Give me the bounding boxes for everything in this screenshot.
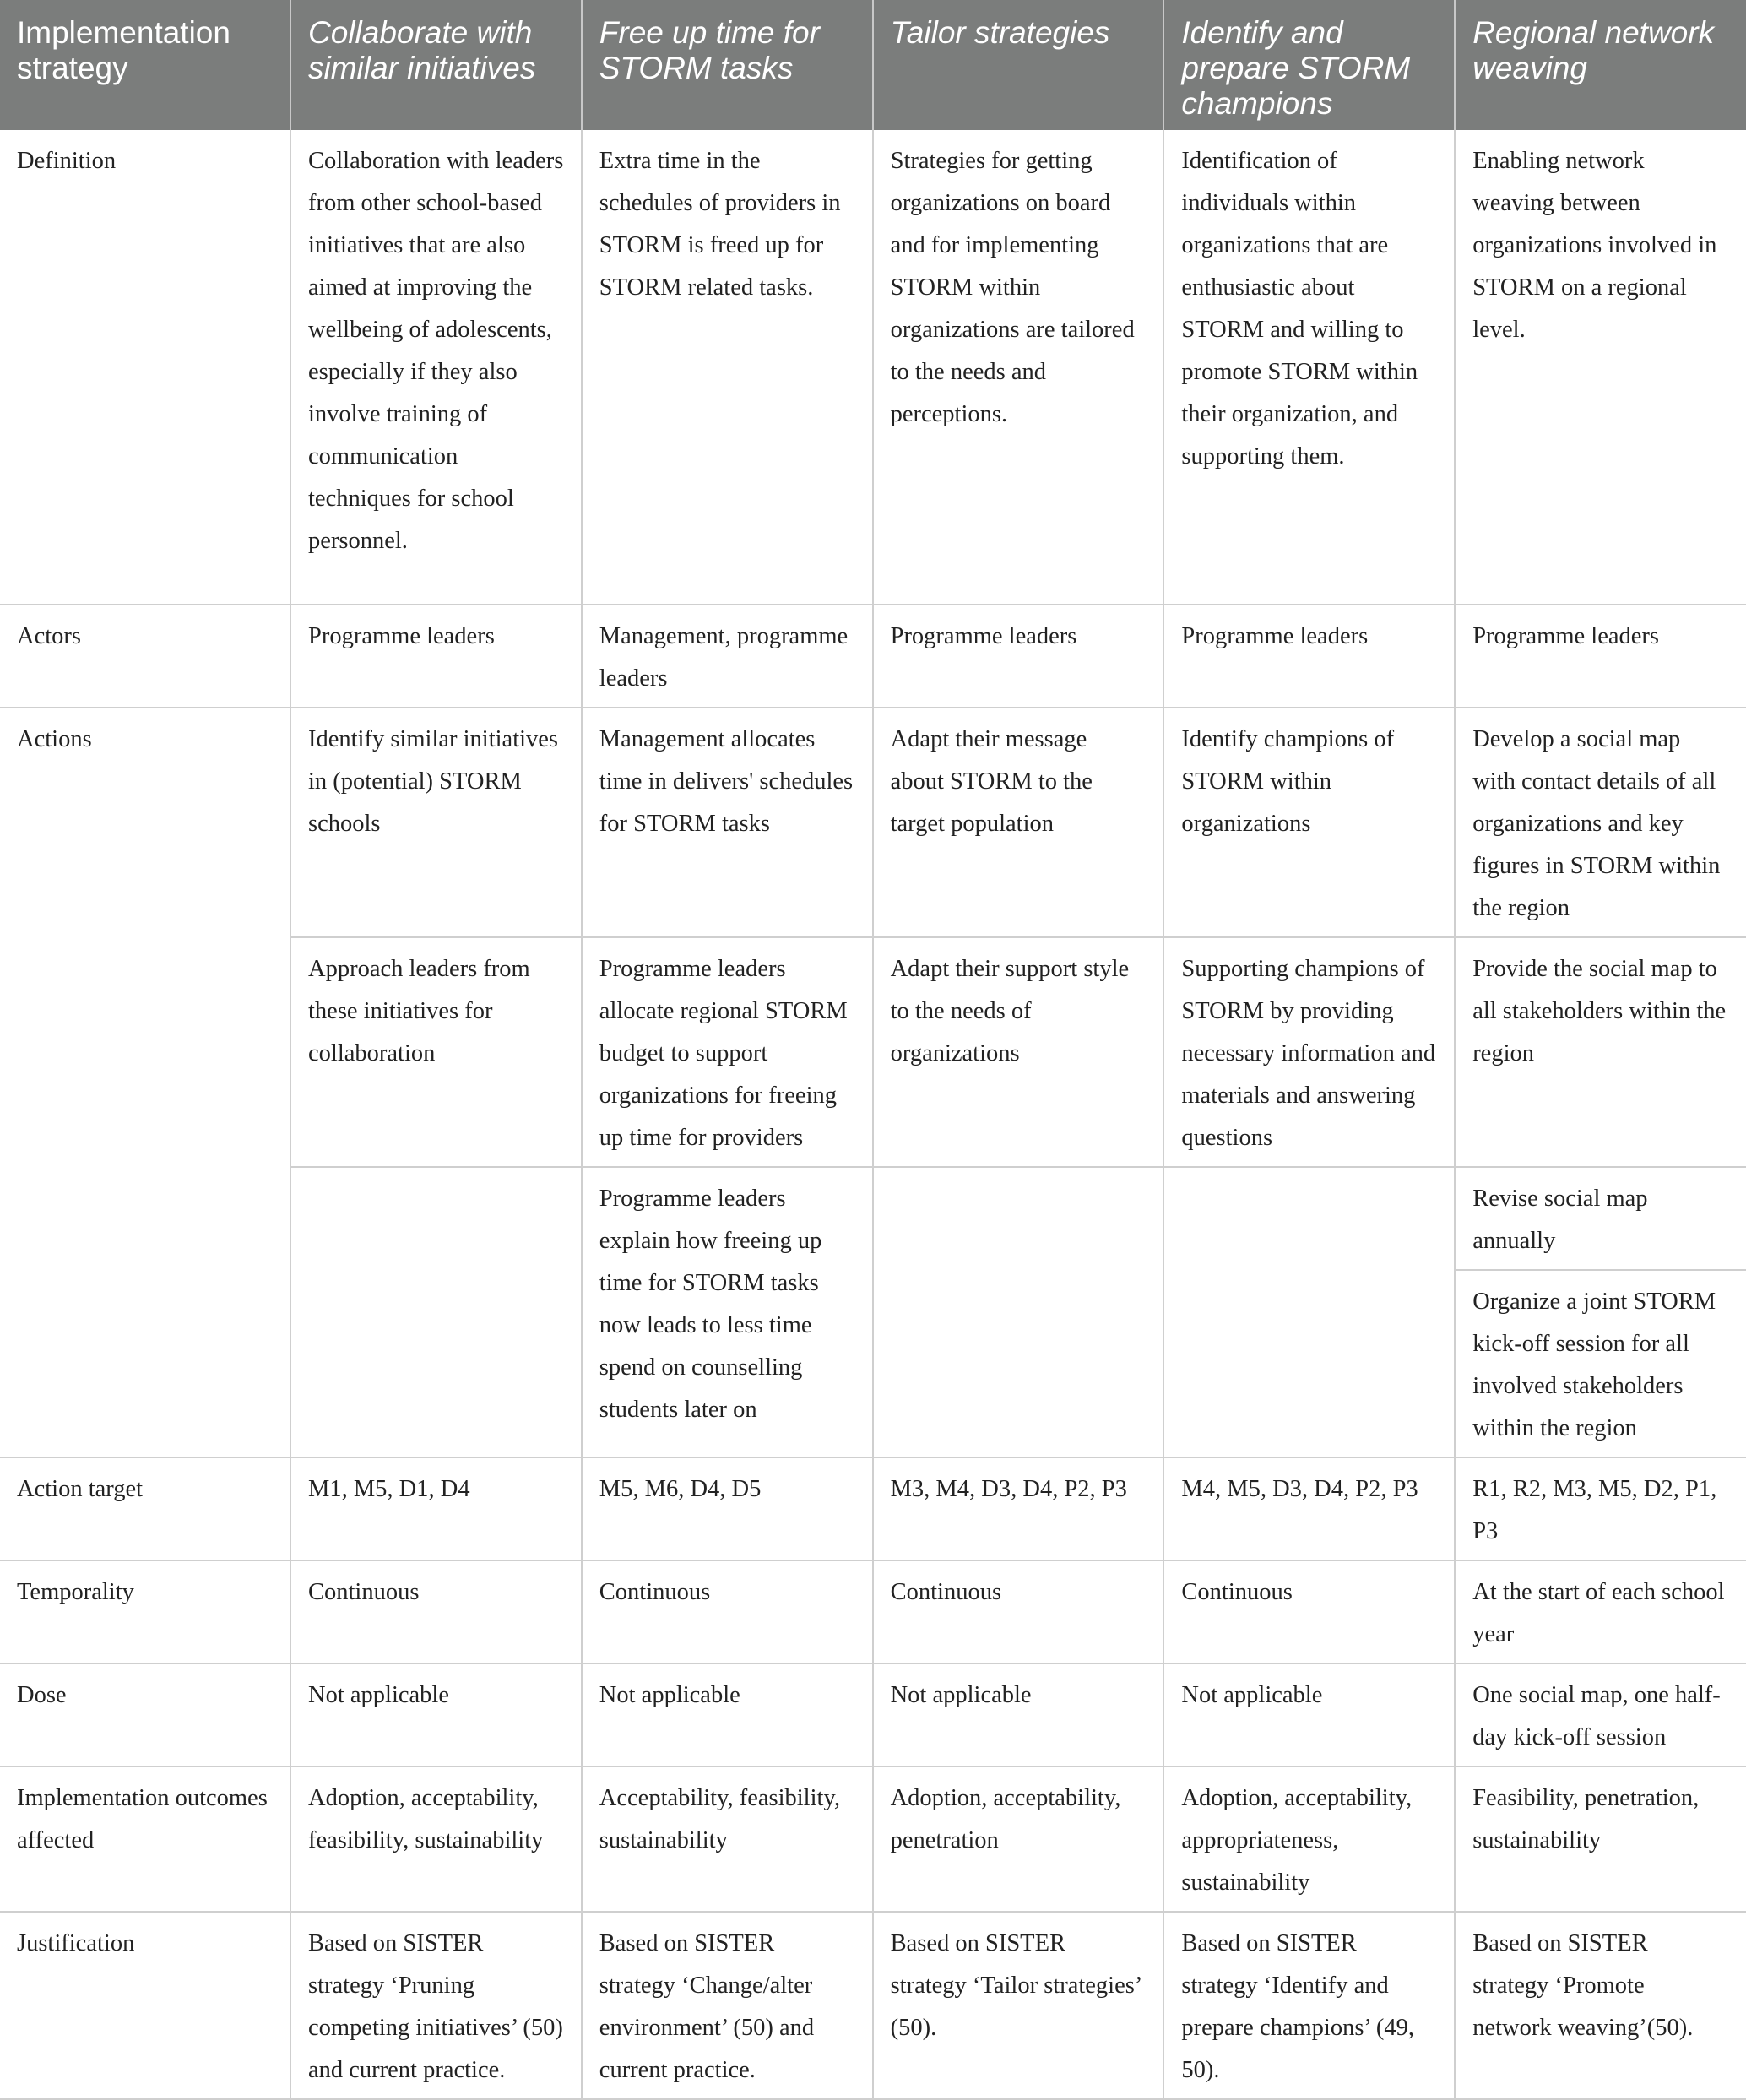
actors-cell: Programme leaders xyxy=(873,605,1164,708)
table-row-definition xyxy=(0,130,1746,605)
row-label-action-target: Action target xyxy=(0,1457,290,1560)
justification-cell: Based on SISTER strategy ‘Tailor strategies’ (50). xyxy=(873,1912,1164,2099)
table-body xyxy=(0,130,1746,2099)
outcomes-cell: Acceptability, feasibility, sustainability xyxy=(582,1766,873,1912)
row-label-actors: Actors xyxy=(0,605,290,708)
dose-cell: Not applicable xyxy=(873,1663,1164,1766)
action-cell: Revise social map annually xyxy=(1455,1167,1746,1270)
header-implementation-strategy: Implementation strategy xyxy=(0,0,290,130)
row-label-actions: Actions xyxy=(0,708,290,1457)
actors-cell: Programme leaders xyxy=(290,605,582,708)
action-cell: Supporting champions of STORM by providing necessary information and materials and answering questions xyxy=(1163,937,1455,1167)
action-cell-empty xyxy=(290,1167,582,1457)
action-target-cell: M4, M5, D3, D4, P2, P3 xyxy=(1163,1457,1455,1560)
justification-cell: Based on SISTER strategy ‘Change/alter environment’ (50) and current practice. xyxy=(582,1912,873,2099)
table-row-actions-1 xyxy=(0,708,1746,937)
justification-cell: Based on SISTER strategy ‘Pruning competing initiatives’ (50) and current practice. xyxy=(290,1912,582,2099)
outcomes-cell: Adoption, acceptability, penetration xyxy=(873,1766,1164,1912)
actors-cell: Programme leaders xyxy=(1163,605,1455,708)
table-row-justification xyxy=(0,1912,1746,2099)
actors-cell: Management, programme leaders xyxy=(582,605,873,708)
row-label-outcomes: Implementation outcomes affected xyxy=(0,1766,290,1912)
temporality-cell: Continuous xyxy=(873,1560,1164,1663)
outcomes-cell: Feasibility, penetration, sustainability xyxy=(1455,1766,1746,1912)
header-tailor-strategies: Tailor strategies xyxy=(873,0,1164,130)
action-target-cell: R1, R2, M3, M5, D2, P1, P3 xyxy=(1455,1457,1746,1560)
action-cell-empty xyxy=(873,1167,1164,1457)
row-label-justification: Justification xyxy=(0,1912,290,2099)
action-cell: Identify champions of STORM within organizations xyxy=(1163,708,1455,937)
header-champions: Identify and prepare STORM champions xyxy=(1163,0,1455,130)
justification-cell: Based on SISTER strategy ‘Promote network weaving’(50). xyxy=(1455,1912,1746,2099)
row-label-dose: Dose xyxy=(0,1663,290,1766)
action-cell: Develop a social map with contact details of all organizations and key figures in STORM within the region xyxy=(1455,708,1746,937)
action-cell: Provide the social map to all stakeholders within the region xyxy=(1455,937,1746,1167)
table-row-action-target xyxy=(0,1457,1746,1560)
action-cell: Management allocates time in delivers' schedules for STORM tasks xyxy=(582,708,873,937)
action-cell-empty xyxy=(1163,1167,1455,1457)
temporality-cell: Continuous xyxy=(1163,1560,1455,1663)
action-target-cell: M5, M6, D4, D5 xyxy=(582,1457,873,1560)
header-row xyxy=(0,0,1746,130)
outcomes-cell: Adoption, acceptability, feasibility, sustainability xyxy=(290,1766,582,1912)
header-collaborate: Collaborate with similar initiatives xyxy=(290,0,582,130)
dose-cell: Not applicable xyxy=(290,1663,582,1766)
action-target-cell: M1, M5, D1, D4 xyxy=(290,1457,582,1560)
definition-cell: Extra time in the schedules of providers in STORM is freed up for STORM related tasks. xyxy=(582,130,873,605)
justification-cell: Based on SISTER strategy ‘Identify and prepare champions’ (49, 50). xyxy=(1163,1912,1455,2099)
temporality-cell: Continuous xyxy=(290,1560,582,1663)
action-cell: Identify similar initiatives in (potential) STORM schools xyxy=(290,708,582,937)
dose-cell: One social map, one half-day kick-off session xyxy=(1455,1663,1746,1766)
dose-cell: Not applicable xyxy=(582,1663,873,1766)
definition-cell: Enabling network weaving between organizations involved in STORM on a regional level. xyxy=(1455,130,1746,605)
temporality-cell: At the start of each school year xyxy=(1455,1560,1746,1663)
outcomes-cell: Adoption, acceptability, appropriateness, sustainability xyxy=(1163,1766,1455,1912)
table-row-dose xyxy=(0,1663,1746,1766)
actors-cell: Programme leaders xyxy=(1455,605,1746,708)
action-cell: Approach leaders from these initiatives for collaboration xyxy=(290,937,582,1167)
action-cell: Organize a joint STORM kick-off session for all involved stakeholders within the region xyxy=(1455,1270,1746,1457)
definition-cell: Identification of individuals within organizations that are enthusiastic about STORM and willing to promote STORM within their organization, and supporting them. xyxy=(1163,130,1455,605)
header-free-up-time: Free up time for STORM tasks xyxy=(582,0,873,130)
temporality-cell: Continuous xyxy=(582,1560,873,1663)
action-cell: Adapt their message about STORM to the target population xyxy=(873,708,1164,937)
action-target-cell: M3, M4, D3, D4, P2, P3 xyxy=(873,1457,1164,1560)
table-header xyxy=(0,0,1746,130)
table-row-actors xyxy=(0,605,1746,708)
table-row-outcomes xyxy=(0,1766,1746,1912)
action-cell: Programme leaders explain how freeing up time for STORM tasks now leads to less time spend on counselling students later on xyxy=(582,1167,873,1457)
table-row-temporality xyxy=(0,1560,1746,1663)
dose-cell: Not applicable xyxy=(1163,1663,1455,1766)
definition-cell: Strategies for getting organizations on board and for implementing STORM within organizations are tailored to the needs and perceptions. xyxy=(873,130,1164,605)
action-cell: Programme leaders allocate regional STORM budget to support organizations for freeing up time for providers xyxy=(582,937,873,1167)
action-cell: Adapt their support style to the needs of organizations xyxy=(873,937,1164,1167)
definition-cell: Collaboration with leaders from other school-based initiatives that are also aimed at improving the wellbeing of adolescents, especially if they also involve training of communication techniques for school personnel. xyxy=(290,130,582,605)
header-network-weaving: Regional network weaving xyxy=(1455,0,1746,130)
row-label-temporality: Temporality xyxy=(0,1560,290,1663)
row-label-definition: Definition xyxy=(0,130,290,605)
